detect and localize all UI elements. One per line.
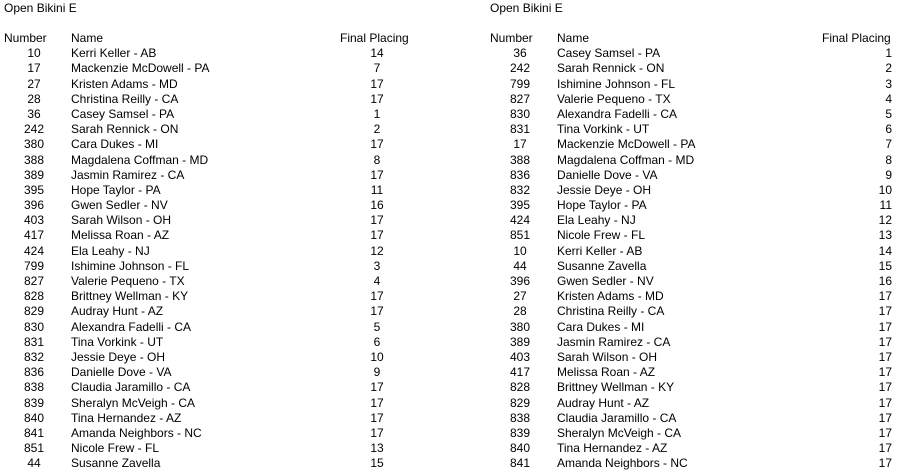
- row-number: 841: [509, 456, 531, 471]
- row-name: Sarah Wilson - OH: [71, 213, 172, 228]
- row-number: 396: [23, 198, 45, 213]
- header-number: Number: [490, 31, 533, 45]
- row-name: Magdalena Coffman - MD: [557, 152, 695, 167]
- row-number: 839: [23, 395, 45, 410]
- table-row: [0, 137, 440, 152]
- row-number: 10: [513, 243, 527, 258]
- row-name: Tina Hernandez - AZ: [71, 410, 182, 425]
- row-final-placing: 11: [370, 182, 384, 197]
- row-name: Cara Dukes - MI: [71, 137, 159, 152]
- table-title: Open Bikini E: [490, 1, 563, 15]
- table-row: [0, 396, 440, 411]
- row-number: 17: [513, 137, 527, 152]
- row-final-placing: 17: [370, 167, 384, 182]
- row-final-placing: 4: [373, 274, 381, 288]
- row-name: Gwen Sedler - NV: [71, 198, 168, 213]
- row-name: Gwen Sedler - NV: [557, 274, 654, 288]
- table-row: [0, 365, 440, 380]
- row-name: Cara Dukes - MI: [557, 319, 645, 334]
- row-final-placing: 9: [373, 365, 381, 380]
- table-row: [0, 198, 440, 213]
- row-final-placing: 5: [885, 106, 892, 121]
- row-name: Claudia Jaramillo - CA: [71, 380, 191, 395]
- row-final-placing: 8: [373, 152, 381, 167]
- row-number: 380: [23, 137, 45, 152]
- table-body: [486, 31, 900, 471]
- row-number: 830: [23, 319, 45, 334]
- table-row: [486, 411, 900, 426]
- row-final-placing: 17: [370, 76, 384, 91]
- row-number: 838: [509, 410, 531, 425]
- table-row: [486, 350, 900, 365]
- row-final-placing: 17: [370, 289, 384, 304]
- row-number: 44: [513, 258, 527, 273]
- row-name: Brittney Wellman - KY: [71, 289, 189, 304]
- row-number: 242: [23, 122, 45, 137]
- row-number: 44: [27, 456, 41, 471]
- row-number: 395: [23, 182, 45, 197]
- table-row: [486, 153, 900, 168]
- table-row: [486, 274, 900, 289]
- row-name: Kerri Keller - AB: [557, 243, 643, 258]
- row-number: 389: [23, 167, 45, 182]
- row-name: Kristen Adams - MD: [71, 76, 178, 91]
- row-final-placing: 13: [370, 441, 384, 456]
- row-name: Valerie Pequeno - TX: [557, 91, 671, 106]
- row-name: Claudia Jaramillo - CA: [557, 410, 677, 425]
- table-row: [0, 61, 440, 76]
- row-number: 27: [27, 76, 41, 91]
- header-final-placing: Final Placing: [822, 31, 891, 45]
- table-row: [0, 320, 440, 335]
- table-row: [486, 198, 900, 213]
- row-number: 829: [23, 304, 45, 319]
- row-name: Ishimine Johnson - FL: [71, 258, 190, 273]
- row-number: 389: [509, 334, 531, 349]
- table-row: [0, 92, 440, 107]
- table-row: [0, 335, 440, 350]
- row-name: Jasmin Ramirez - CA: [557, 334, 671, 349]
- row-name: Ela Leahy - NJ: [557, 213, 636, 228]
- row-number: 840: [509, 441, 531, 456]
- row-name: Mackenzie McDowell - PA: [71, 61, 210, 76]
- row-number: 403: [509, 349, 531, 364]
- row-name: Sheralyn McVeigh - CA: [557, 425, 682, 440]
- row-name: Susanne Zavella: [557, 258, 647, 273]
- row-name: Audray Hunt - AZ: [71, 304, 164, 319]
- row-final-placing: 17: [370, 228, 384, 243]
- row-final-placing: 5: [373, 319, 381, 334]
- row-final-placing: 2: [373, 122, 381, 137]
- row-name: Jessie Deye - OH: [71, 349, 166, 364]
- row-final-placing: 17: [370, 425, 384, 440]
- row-name: Casey Samsel - PA: [71, 106, 175, 121]
- table-header-row: [486, 31, 900, 46]
- row-number: 829: [509, 395, 531, 410]
- row-name: Magdalena Coffman - MD: [71, 152, 209, 167]
- row-final-placing: 6: [373, 334, 381, 349]
- row-final-placing: 3: [885, 76, 892, 91]
- row-number: 839: [509, 425, 531, 440]
- row-final-placing: 1: [373, 106, 381, 121]
- row-name: Christina Reilly - CA: [557, 304, 665, 319]
- table-row: [0, 289, 440, 304]
- table-row: [486, 441, 900, 456]
- row-number: 388: [509, 152, 531, 167]
- row-name: Sarah Rennick - ON: [71, 122, 179, 137]
- row-number: 836: [23, 365, 45, 380]
- row-final-placing: 9: [885, 167, 892, 182]
- row-final-placing: 17: [878, 380, 892, 395]
- row-number: 417: [509, 365, 531, 380]
- row-final-placing: 15: [370, 456, 384, 471]
- row-number: 28: [513, 304, 527, 319]
- row-name: Sarah Wilson - OH: [557, 349, 658, 364]
- row-number: 396: [509, 274, 531, 288]
- row-final-placing: 3: [373, 258, 381, 273]
- row-final-placing: 10: [370, 349, 384, 364]
- row-final-placing: 15: [878, 258, 892, 273]
- row-number: 799: [509, 76, 531, 91]
- row-number: 242: [509, 61, 531, 76]
- table-row: [0, 259, 440, 274]
- row-final-placing: 17: [878, 349, 892, 364]
- row-final-placing: 2: [885, 61, 892, 76]
- row-final-placing: 11: [879, 198, 892, 213]
- table-row: [486, 320, 900, 335]
- row-final-placing: 16: [370, 198, 384, 213]
- row-number: 417: [23, 228, 45, 243]
- row-final-placing: 17: [370, 304, 384, 319]
- header-name: Name: [71, 31, 104, 45]
- table-row: [0, 350, 440, 365]
- table-row: [0, 107, 440, 122]
- table-row: [0, 244, 440, 259]
- row-final-placing: 17: [878, 319, 892, 334]
- table-row: [486, 137, 900, 152]
- row-number: 27: [513, 289, 527, 304]
- table-row: [0, 380, 440, 395]
- header-number: Number: [4, 31, 47, 45]
- row-name: Melissa Roan - AZ: [71, 228, 170, 243]
- row-number: 36: [513, 46, 527, 61]
- row-number: 851: [23, 441, 45, 456]
- table-row: [0, 168, 440, 183]
- table-row: [0, 228, 440, 243]
- row-number: 831: [23, 334, 45, 349]
- row-name: Nicole Frew - FL: [557, 228, 646, 243]
- table-row: [486, 456, 900, 471]
- row-number: 828: [23, 289, 45, 304]
- table-row: [486, 77, 900, 92]
- row-number: 424: [509, 213, 531, 228]
- row-final-placing: 12: [370, 243, 384, 258]
- row-final-placing: 17: [878, 304, 892, 319]
- table-row: [486, 289, 900, 304]
- table-row: [486, 122, 900, 137]
- row-final-placing: 7: [885, 137, 892, 152]
- row-name: Alexandra Fadelli - CA: [557, 106, 678, 121]
- row-name: Danielle Dove - VA: [71, 365, 172, 380]
- row-final-placing: 17: [878, 289, 892, 304]
- row-name: Danielle Dove - VA: [557, 167, 658, 182]
- row-name: Tina Vorkink - UT: [71, 334, 164, 349]
- table-row: [486, 107, 900, 122]
- row-name: Valerie Pequeno - TX: [71, 274, 185, 288]
- row-number: 838: [23, 380, 45, 395]
- row-final-placing: 8: [885, 152, 892, 167]
- table-title: Open Bikini E: [4, 1, 77, 15]
- table-row: [0, 441, 440, 456]
- table-row: [486, 304, 900, 319]
- table-row: [0, 426, 440, 441]
- row-number: 851: [509, 228, 531, 243]
- row-number: 827: [509, 91, 531, 106]
- table-row: [486, 396, 900, 411]
- row-final-placing: 17: [370, 380, 384, 395]
- row-number: 403: [23, 213, 45, 228]
- row-name: Ishimine Johnson - FL: [557, 76, 676, 91]
- table-row: [486, 183, 900, 198]
- table-row: [486, 46, 900, 61]
- row-final-placing: 14: [878, 243, 892, 258]
- row-name: Tina Vorkink - UT: [557, 122, 650, 137]
- table-row: [486, 365, 900, 380]
- row-name: Audray Hunt - AZ: [557, 395, 650, 410]
- row-final-placing: 17: [370, 137, 384, 152]
- table-row: [0, 213, 440, 228]
- row-number: 799: [23, 258, 45, 273]
- row-number: 836: [509, 167, 531, 182]
- table-row: [0, 456, 440, 471]
- row-number: 17: [27, 61, 41, 76]
- row-name: Jessie Deye - OH: [557, 182, 652, 197]
- row-final-placing: 17: [878, 456, 892, 471]
- row-number: 36: [27, 106, 41, 121]
- row-number: 841: [23, 425, 45, 440]
- table-row: [486, 228, 900, 243]
- row-final-placing: 17: [878, 410, 892, 425]
- table-row: [486, 380, 900, 395]
- row-final-placing: 4: [885, 91, 892, 106]
- row-number: 830: [509, 106, 531, 121]
- row-final-placing: 17: [370, 410, 384, 425]
- row-final-placing: 17: [370, 213, 384, 228]
- table-row: [486, 426, 900, 441]
- row-number: 10: [27, 46, 41, 61]
- row-final-placing: 12: [878, 213, 892, 228]
- row-number: 28: [27, 91, 41, 106]
- table-rows: [486, 46, 900, 471]
- row-final-placing: 10: [878, 182, 892, 197]
- row-name: Nicole Frew - FL: [71, 441, 160, 456]
- row-number: 832: [509, 182, 531, 197]
- row-name: Casey Samsel - PA: [557, 46, 661, 61]
- table-row: [0, 304, 440, 319]
- table-row: [0, 122, 440, 137]
- row-name: Brittney Wellman - KY: [557, 380, 675, 395]
- row-name: Ela Leahy - NJ: [71, 243, 150, 258]
- row-final-placing: 17: [878, 441, 892, 456]
- table-rows: [0, 46, 440, 471]
- row-number: 827: [23, 274, 45, 288]
- row-name: Hope Taylor - PA: [557, 198, 647, 213]
- row-number: 388: [23, 152, 45, 167]
- table-row: [486, 168, 900, 183]
- row-name: Amanda Neighbors - NC: [557, 456, 688, 471]
- row-name: Christina Reilly - CA: [71, 91, 179, 106]
- row-name: Amanda Neighbors - NC: [71, 425, 202, 440]
- row-number: 831: [509, 122, 531, 137]
- row-number: 395: [509, 198, 531, 213]
- row-name: Kristen Adams - MD: [557, 289, 664, 304]
- row-final-placing: 17: [878, 365, 892, 380]
- table-row: [0, 274, 440, 289]
- row-name: Kerri Keller - AB: [71, 46, 157, 61]
- row-number: 424: [23, 243, 45, 258]
- row-final-placing: 16: [878, 274, 892, 288]
- table-row: [486, 61, 900, 76]
- table-header-row: [0, 31, 440, 46]
- row-number: 828: [509, 380, 531, 395]
- row-name: Jasmin Ramirez - CA: [71, 167, 185, 182]
- row-final-placing: 6: [885, 122, 892, 137]
- row-final-placing: 17: [878, 334, 892, 349]
- row-name: Alexandra Fadelli - CA: [71, 319, 192, 334]
- row-final-placing: 1: [885, 46, 892, 61]
- table-row: [0, 77, 440, 92]
- row-number: 840: [23, 410, 45, 425]
- table-row: [486, 92, 900, 107]
- row-name: Hope Taylor - PA: [71, 182, 161, 197]
- header-name: Name: [557, 31, 590, 45]
- row-final-placing: 17: [878, 395, 892, 410]
- row-final-placing: 14: [370, 46, 384, 61]
- row-name: Susanne Zavella: [71, 456, 161, 471]
- table-row: [486, 244, 900, 259]
- row-number: 832: [23, 349, 45, 364]
- row-name: Sarah Rennick - ON: [557, 61, 665, 76]
- row-name: Sheralyn McVeigh - CA: [71, 395, 196, 410]
- row-name: Mackenzie McDowell - PA: [557, 137, 696, 152]
- row-name: Tina Hernandez - AZ: [557, 441, 668, 456]
- table-row: [0, 411, 440, 426]
- table-row: [486, 213, 900, 228]
- row-final-placing: 13: [878, 228, 892, 243]
- table-body: [0, 31, 440, 471]
- row-number: 380: [509, 319, 531, 334]
- row-final-placing: 17: [878, 425, 892, 440]
- table-row: [0, 183, 440, 198]
- table-row: [0, 46, 440, 61]
- table-row: [486, 335, 900, 350]
- row-final-placing: 17: [370, 395, 384, 410]
- row-name: Melissa Roan - AZ: [557, 365, 656, 380]
- row-final-placing: 7: [373, 61, 381, 76]
- table-row: [486, 259, 900, 274]
- header-final-placing: Final Placing: [340, 31, 409, 45]
- table-row: [0, 153, 440, 168]
- row-final-placing: 17: [370, 91, 384, 106]
